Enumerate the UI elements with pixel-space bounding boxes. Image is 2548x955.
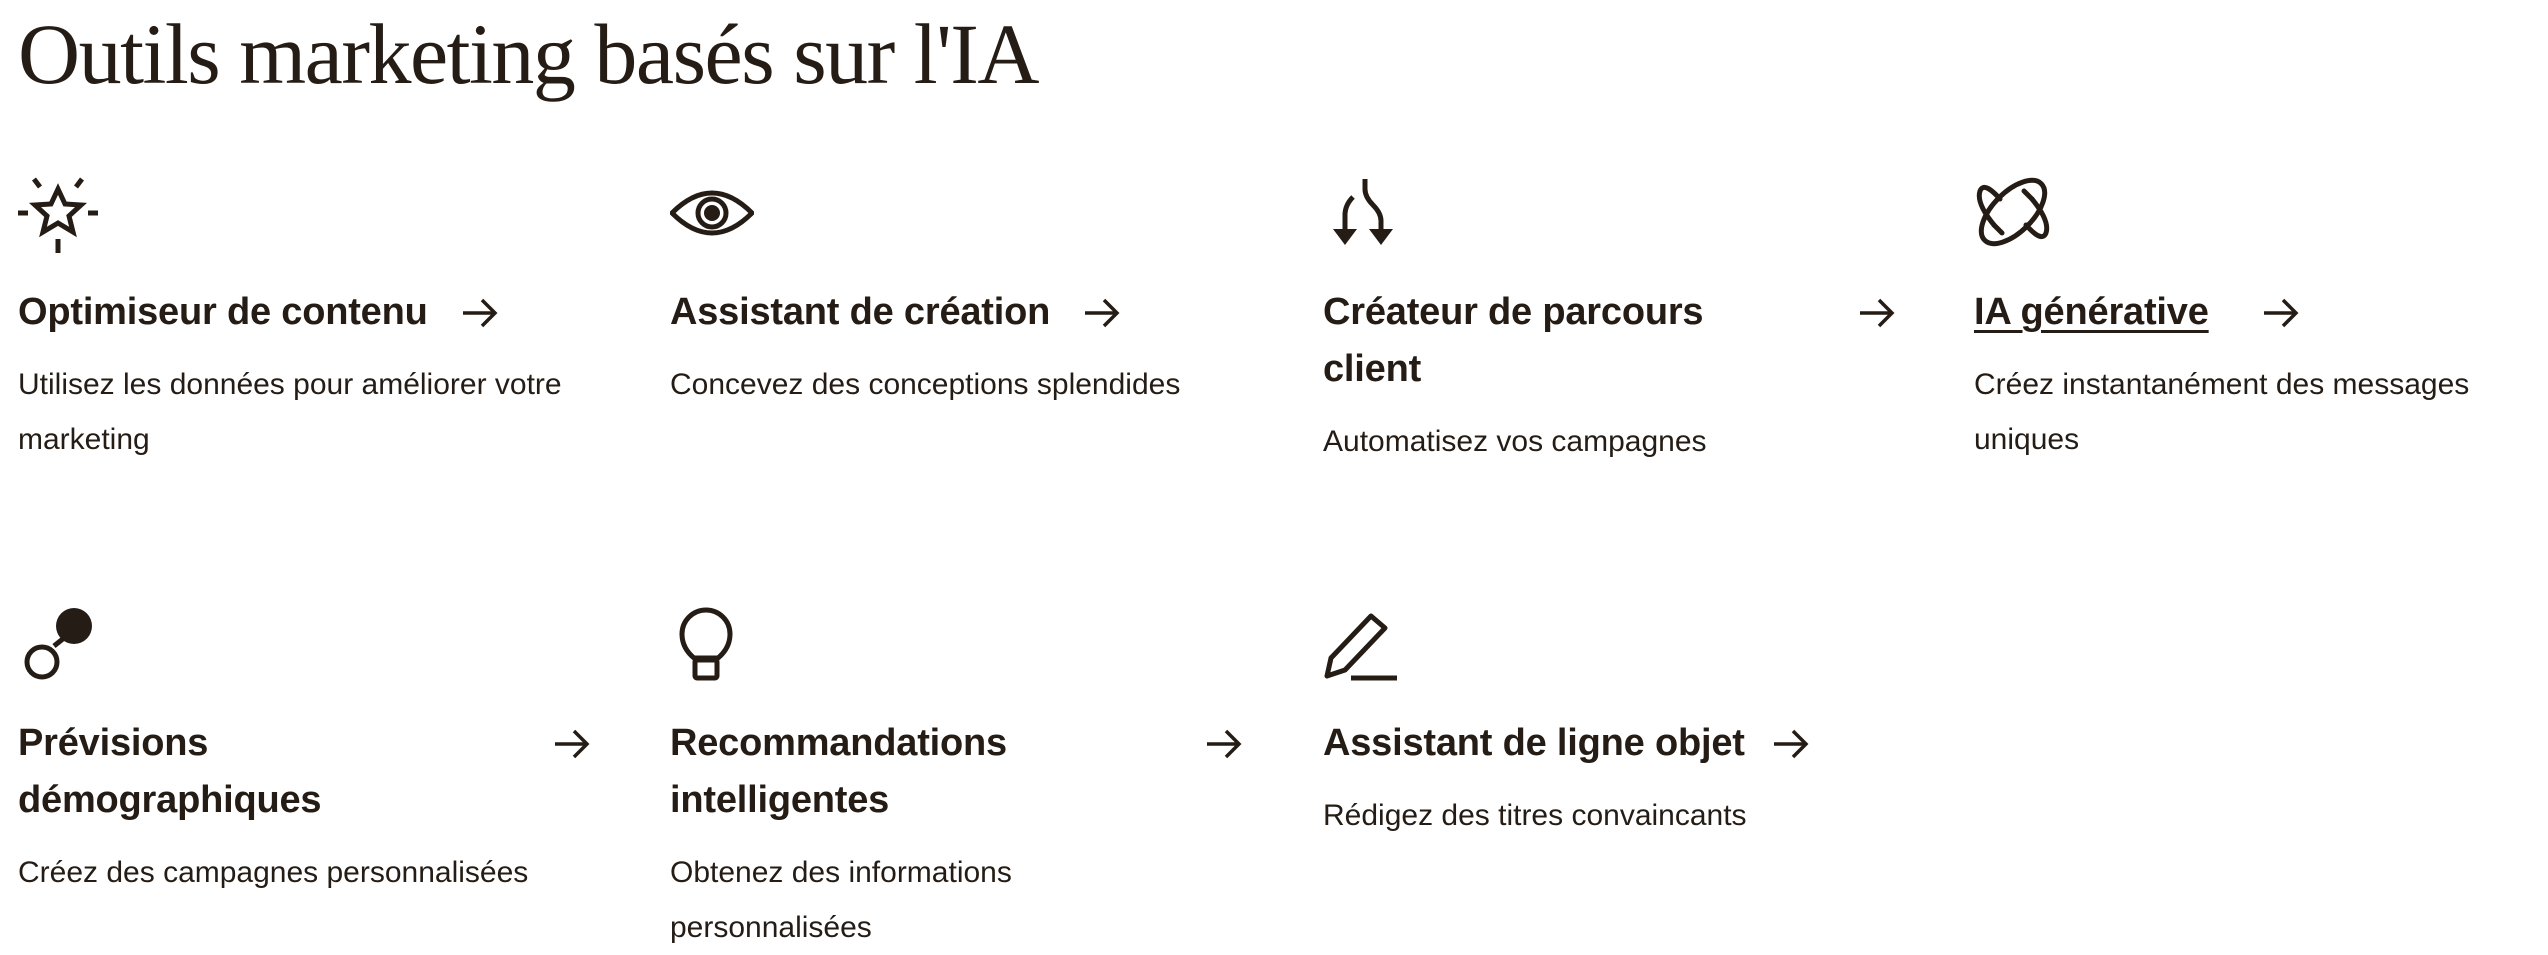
tool-card-creative-assistant [670,175,1242,412]
lightbulb-icon [670,606,760,686]
tool-description: Automatisez vos campagnes [1323,425,1707,458]
tool-card-content-optimizer [18,175,590,467]
eye-icon [670,175,760,255]
tool-title: Recommandations intelligentes [670,722,1007,821]
sparkle-star-icon [18,175,108,255]
tool-link-demographic-forecasts[interactable] [18,715,590,829]
tool-card-demographic-forecasts [18,606,590,900]
tool-link-customer-journey-builder[interactable] [1323,284,1895,398]
arrow-right-icon [1859,284,1895,341]
arrow-right-icon [2263,284,2299,341]
arrow-right-icon [1084,284,1120,341]
tool-card-smart-recommendations [670,606,1242,955]
tool-title: Prévisions démographiques [18,722,322,821]
tool-description: Rédigez des titres convaincants [1323,799,1747,832]
tool-title: IA générative [1974,291,2209,333]
tool-description: Utilisez les données pour améliorer votre marketing [18,368,562,456]
arrow-right-icon [554,715,590,772]
tool-link-content-optimizer[interactable] [18,284,590,341]
pencil-icon [1323,606,1413,686]
tool-description: Obtenez des informations personnalisées [670,856,1012,944]
tool-title: Optimiseur de contenu [18,291,428,333]
tool-link-generative-ai[interactable] [1974,284,2546,341]
tool-description: Concevez des conceptions splendides [670,368,1181,401]
tool-title: Créateur de parcours client [1323,291,1704,390]
tool-link-smart-recommendations[interactable] [670,715,1242,829]
tool-description: Créez des campagnes personnalisées [18,856,529,889]
connected-circles-icon [18,606,108,686]
tool-title: Assistant de ligne objet [1323,722,1745,764]
arrow-right-icon [1773,715,1809,772]
arrow-right-icon [1206,715,1242,772]
tool-link-subject-line-helper[interactable] [1323,715,1895,772]
tool-card-subject-line-helper [1323,606,1895,843]
tool-card-generative-ai [1974,175,2546,467]
tool-title: Assistant de création [670,291,1051,333]
orbit-icon [1974,175,2064,255]
tool-card-customer-journey-builder [1323,175,1895,469]
page-title: Outils marketing basés sur l'IA [18,6,1038,102]
tool-description: Créez instantanément des messages uniques [1974,368,2470,456]
split-arrows-icon [1323,175,1413,255]
arrow-right-icon [462,284,498,341]
tool-link-creative-assistant[interactable] [670,284,1242,341]
